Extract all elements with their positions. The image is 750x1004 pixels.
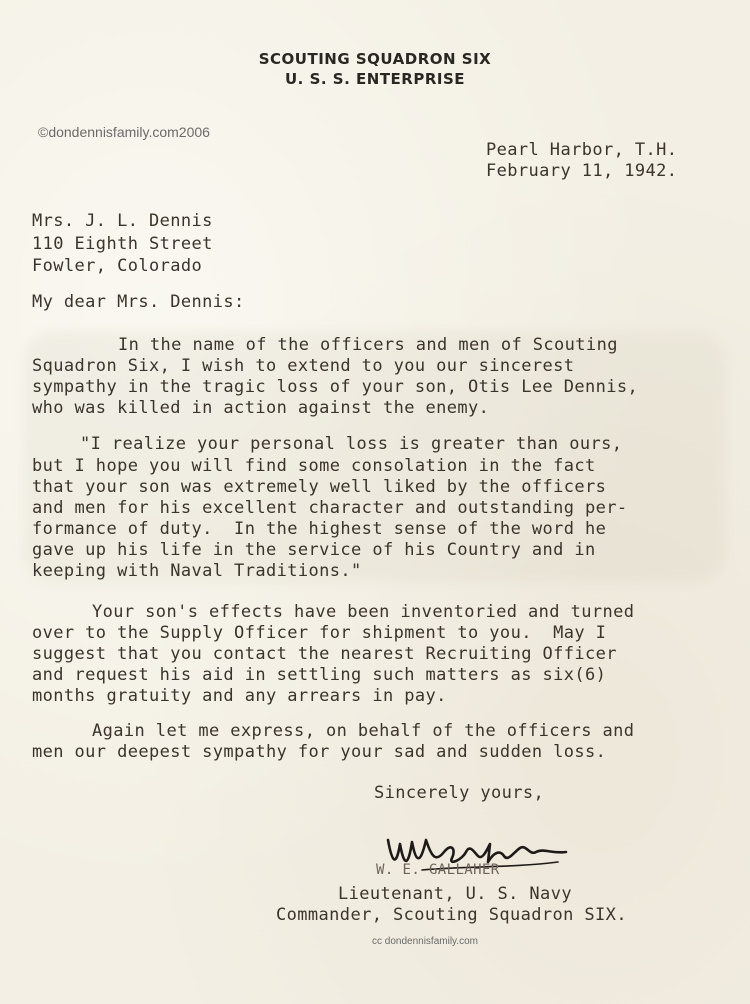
body-line: but I hope you will find some consolation in the fact: [32, 456, 596, 476]
signature-title-2: Commander, Scouting Squadron SIX.: [276, 905, 627, 925]
body-line: months gratuity and any arrears in pay.: [32, 686, 447, 706]
body-line: men our deepest sympathy for your sad and sudden loss.: [32, 742, 607, 762]
closing: Sincerely yours,: [374, 783, 545, 803]
body-line: who was killed in action against the enemy.: [32, 398, 490, 418]
body-line: "I realize your personal loss is greater than ours,: [80, 434, 623, 454]
body-line: keeping with Naval Traditions.": [32, 561, 362, 581]
dateline-date: February 11, 1942.: [486, 161, 678, 181]
body-line: In the name of the officers and men of Scouting: [118, 335, 618, 355]
letterhead-line-2: U. S. S. ENTERPRISE: [284, 70, 466, 88]
signature-title-1: Lieutenant, U. S. Navy: [338, 884, 572, 904]
address-line: 110 Eighth Street: [32, 234, 213, 254]
salutation: My dear Mrs. Dennis:: [32, 292, 245, 312]
typed-signature-name: W. E. GALLAHER: [376, 862, 500, 878]
letterhead-line-1: SCOUTING SQUADRON SIX: [258, 50, 492, 68]
body-line: and men for his excellent character and outstanding per-: [32, 498, 628, 518]
address-line: Mrs. J. L. Dennis: [32, 211, 213, 231]
body-line: over to the Supply Officer for shipment to you. May I: [32, 623, 607, 643]
body-line: and request his aid in settling such matters as six(6): [32, 665, 607, 685]
body-line: sympathy in the tragic loss of your son, Otis Lee Dennis,: [32, 377, 639, 397]
body-line: formance of duty. In the highest sense of the word he: [32, 519, 607, 539]
address-line: Fowler, Colorado: [32, 256, 203, 276]
body-line: suggest that you contact the nearest Recruiting Officer: [32, 644, 617, 664]
body-line: gave up his life in the service of his Country and in: [32, 540, 596, 560]
body-line: Your son's effects have been inventoried and turned: [92, 602, 635, 622]
watermark-bottom: cc dondennisfamily.com: [372, 936, 478, 947]
body-line: Again let me express, on behalf of the officers and: [92, 721, 635, 741]
body-line: Squadron Six, I wish to extend to you our sincerest: [32, 356, 575, 376]
watermark-top: ©dondennisfamily.com2006: [38, 124, 210, 140]
body-line: that your son was extremely well liked by the officers: [32, 477, 607, 497]
dateline-place: Pearl Harbor, T.H.: [486, 140, 678, 160]
